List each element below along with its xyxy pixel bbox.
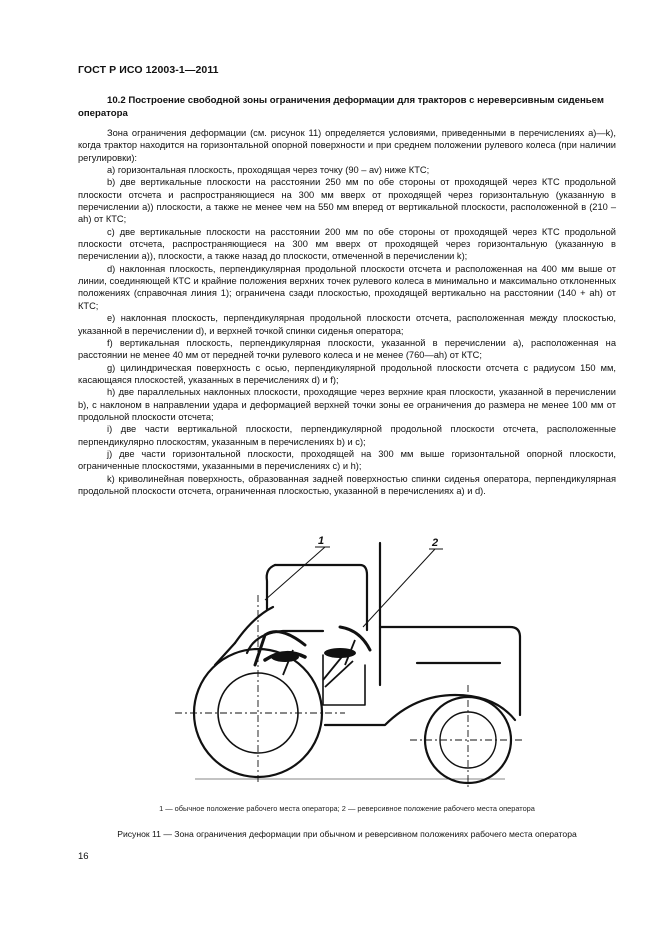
figure-caption: Рисунок 11 — Зона ограничения деформации при обычном и реверсивном положениях рабочего места оператора — [117, 829, 577, 839]
front-wheel — [194, 649, 322, 777]
callout-2-leader — [363, 549, 435, 627]
hood-top — [235, 607, 273, 643]
seat-back-right — [340, 627, 370, 650]
callout-1-leader — [265, 547, 325, 600]
section-title: 10.2 Построение свободной зоны ограничения деформации для тракторов с нереверсивным сиденьем оператора — [78, 95, 604, 119]
body-bottom — [325, 695, 515, 725]
front-hub-hatch — [271, 652, 299, 662]
tractor-figure — [155, 535, 535, 800]
operator-seat — [323, 655, 365, 705]
paragraph-intro: Зона ограничения деформации (см. рисунок 11) определяется условиями, приведенными в перечислениях а)—k), когда трактор находится на горизонтальной опорной поверхности и при среднем положении рулевого колеса (при наличии регулировки): — [78, 128, 616, 163]
list-item-d: d) наклонная плоскость, перпендикулярная продольной плоскости отсчета и расположенная на 400 мм выше от линии, соединяющей КТС и крайние положения верхних точек рулевого колеса в минимально и максимально отклоненных положениях (справочная линия 1); ограничена сзади плоскостью, проходящей вертикально на расстоянии (140 + ah) от КТС; — [78, 263, 616, 311]
document-header: ГОСТ Р ИСО 12003-1—2011 — [78, 64, 219, 76]
callout-1-label: 1 — [318, 535, 325, 547]
rear-hub-hatch — [324, 648, 356, 658]
list-item-b: b) две вертикальные плоскости на расстоянии 250 мм по обе стороны от проходящей через КТС продольной плоскости отсчета и распространяющиеся на 300 мм вверх от проходящей через горизонтальную (указанную в перечислении а)) плоскости, а также не менее чем на 550 мм вперед от вертикальной плоскости, расположенной в (210 – ah) от КТС; — [78, 177, 616, 225]
list-item-e: e) наклонная плоскость, перпендикулярная продольной плоскости отсчета, расположенная между плоскостью, указанной в перечислении d), и верхней точкой спинки сиденья оператора; — [78, 313, 616, 336]
callout-2-label: 2 — [432, 537, 439, 549]
list-item-c: c) две вертикальные плоскости на расстоянии 200 мм по обе стороны от проходящей через КТС продольной плоскости отсчета, распространяющиеся на 300 мм вверх от проходящей через горизонтальную (указанную в перечислении а)), плоскости, а также назад до плоскости, отмеченной в перечислении k); — [78, 226, 616, 262]
list-item-a: a) горизонтальная плоскость, проходящая через точку (90 – av) ниже КТС; — [107, 165, 430, 176]
cab-front-pillar — [267, 565, 275, 610]
page-number: 16 — [78, 851, 89, 862]
list-item-i: i) две части вертикальной плоскости, перпендикулярной продольной плоскости отсчета, расположенные перпендикулярно плоскостям, указанным в перечислениях b) и c); — [78, 424, 616, 447]
list-item-g: g) цилиндрическая поверхность с осью, перпендикулярной продольной плоскости отсчета с радиусом 150 мм, касающаяся плоскостей, указанных в перечислениях d) и f); — [78, 362, 616, 385]
list-item-j: j) две части горизонтальной плоскости, проходящей на 300 мм выше горизонтальной опорной плоскости, ограниченные плоскостями, указанными в перечислениях с) и h); — [78, 448, 616, 472]
list-item-h: h) две параллельных наклонных плоскости, проходящие через верхние края плоскости, указанной в перечислении b), с наклоном в направлении удара и деформацией верхней точки зоны ее ограничения до размера не менее 100 мм от продольной плоскости отсчета; — [78, 387, 616, 422]
list-item-f: f) вертикальная плоскость, перпендикулярная плоскости, указанной в перечислении а), расположенная на расстоянии не менее 40 мм от передней точки рулевого колеса и не менее (760—ah) от КТС; — [78, 337, 616, 361]
list-item-k: k) криволинейная поверхность, образованная задней поверхностью спинки сиденья оператора, перпендикулярная продольной плоскости отсчета, ограниченная плоскостью, указанной в перечислениях а) и d). — [78, 473, 616, 496]
body-text — [78, 127, 616, 497]
zone-2-marker-lower — [325, 661, 353, 687]
cab-outline — [275, 565, 367, 630]
figure-legend: 1 — обычное положение рабочего места оператора; 2 — реверсивное положение рабочего места оператора — [159, 804, 535, 813]
